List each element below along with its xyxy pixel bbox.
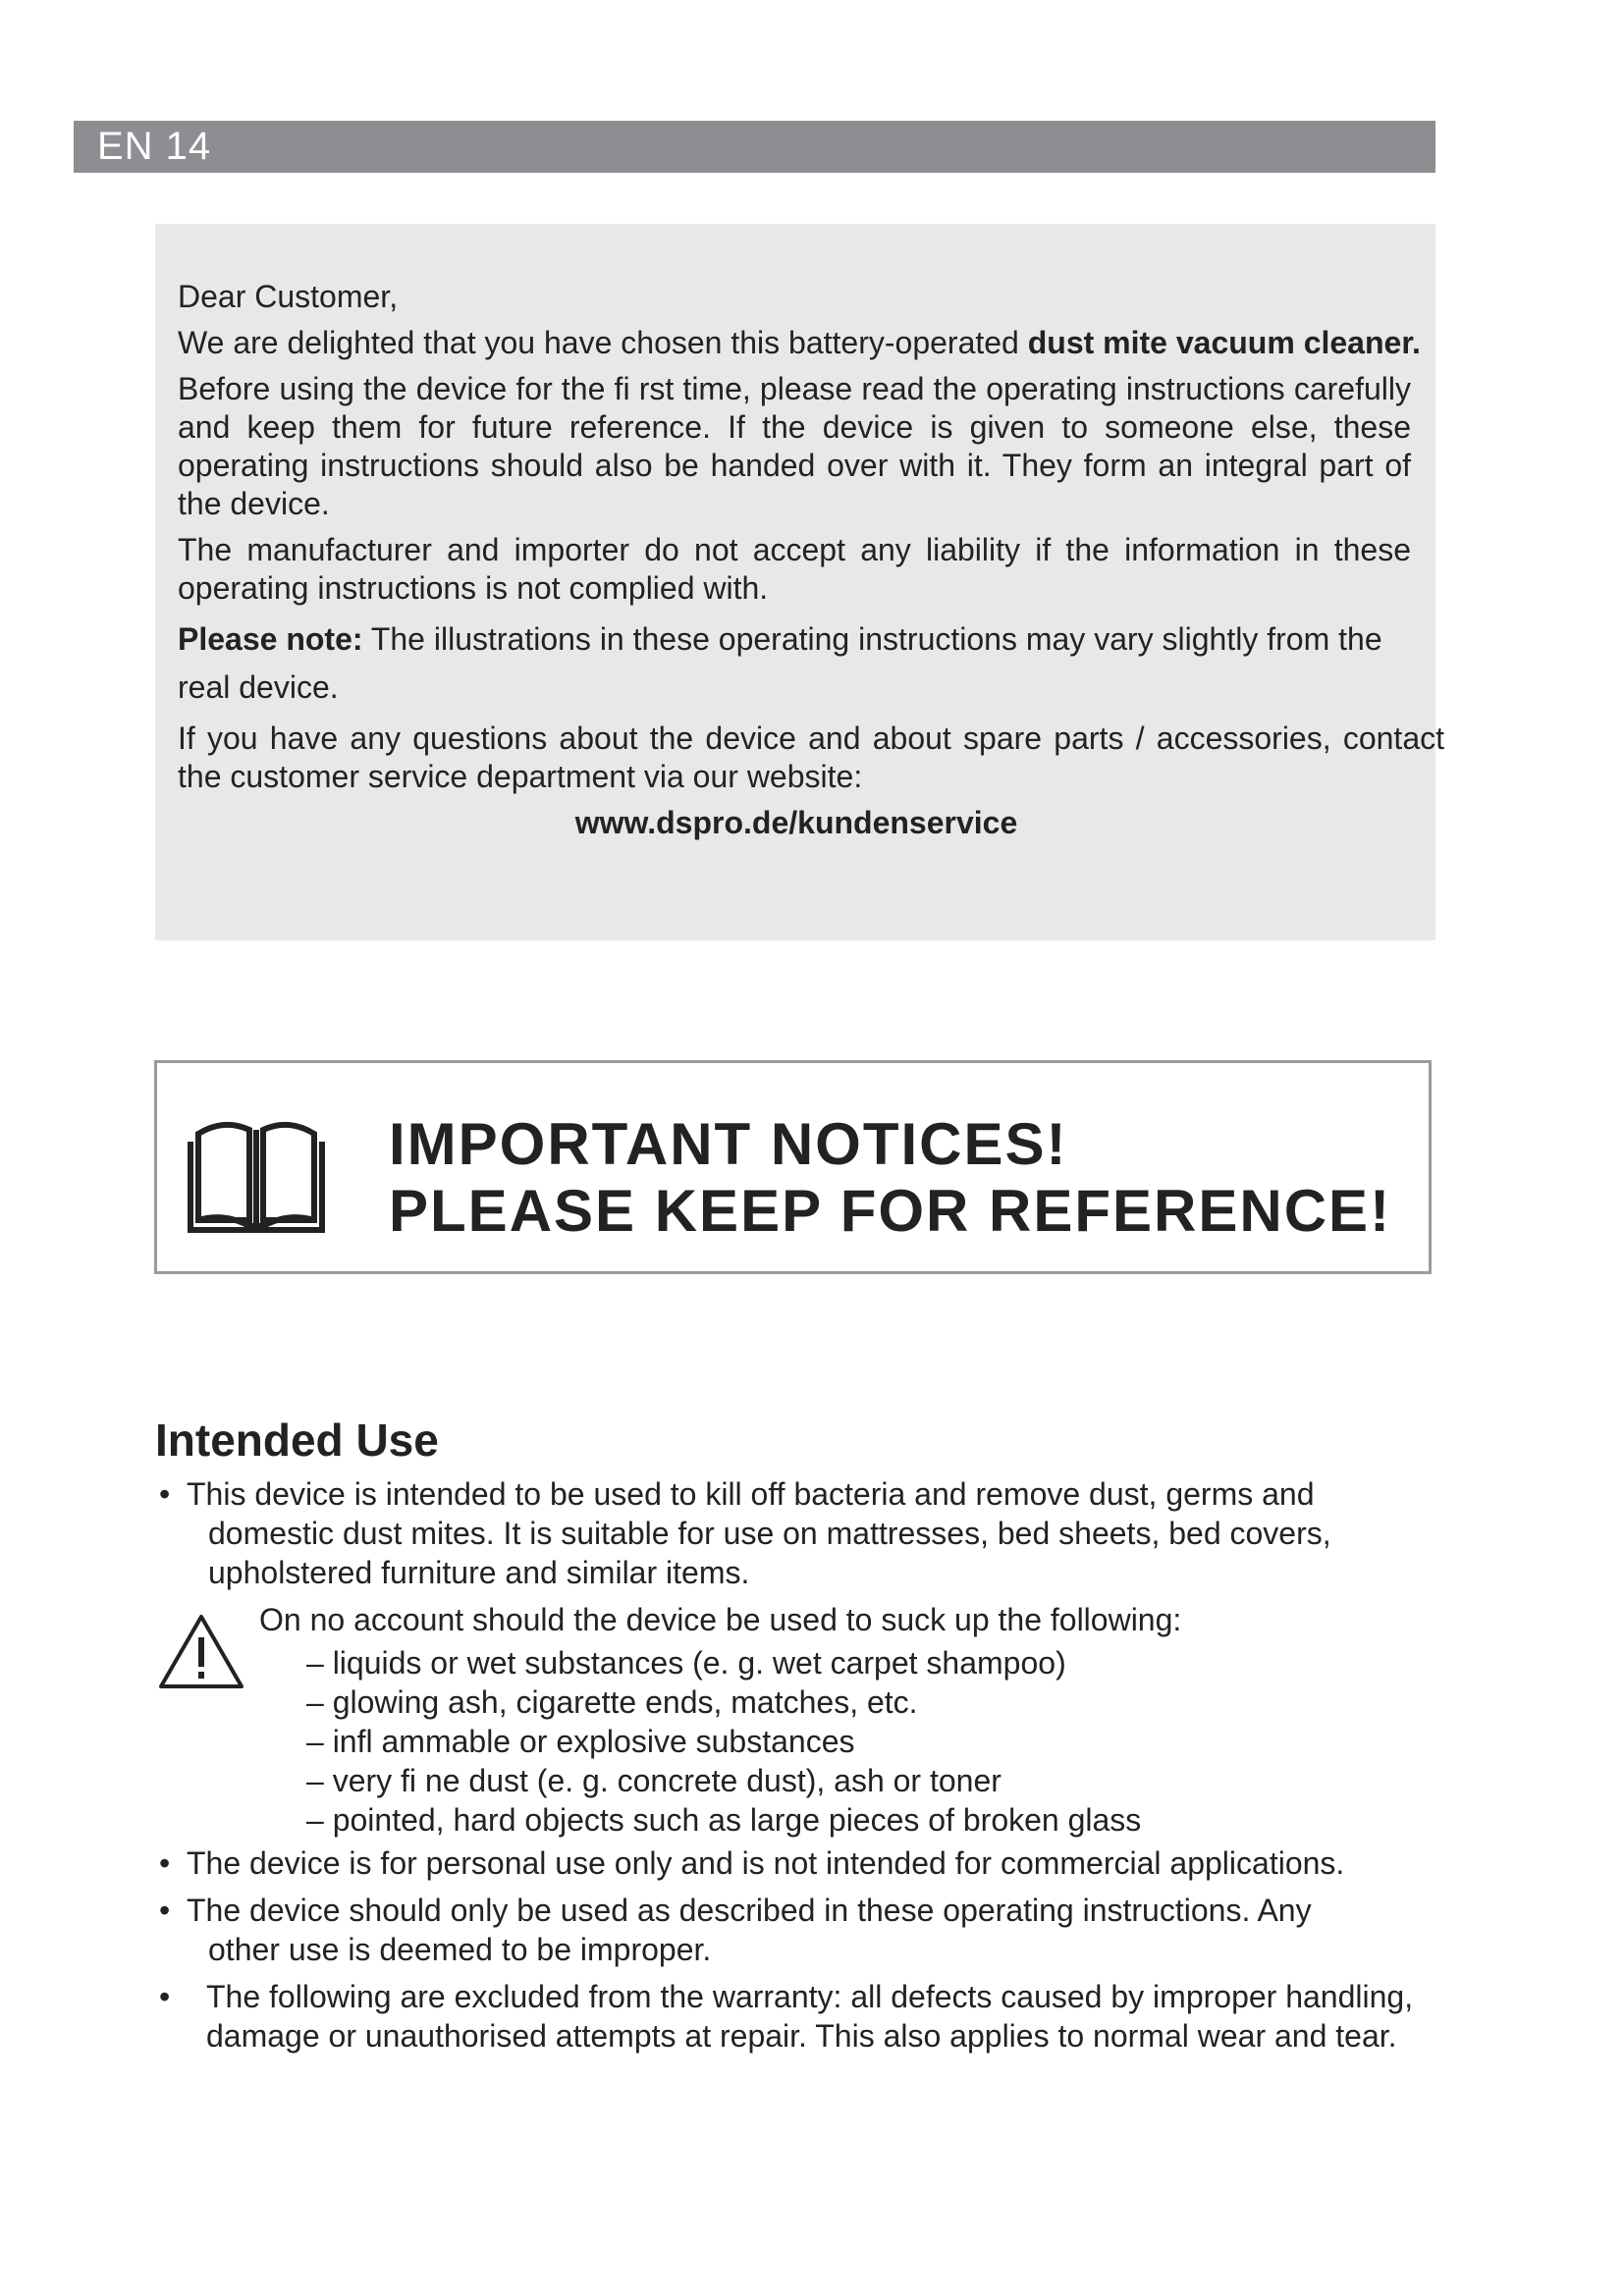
note-paragraph — [178, 615, 1411, 712]
bullet-4-line-1: The following are excluded from the warranty: all defects caused by improper handling, — [206, 1979, 1414, 2014]
list-item — [157, 1474, 1453, 1592]
note-text: The illustrations in these operating instructions may vary slightly from the real device. — [178, 621, 1382, 705]
bullet-char: • — [159, 1845, 171, 1881]
product-name: dust mite vacuum cleaner. — [1027, 325, 1421, 360]
intro-p1-text: We are delighted that you have chosen this battery-operated — [178, 325, 1019, 360]
important-notice-box — [154, 1060, 1432, 1274]
warning-items — [306, 1643, 1141, 1840]
warning-block — [157, 1600, 1453, 1836]
bullet-4-rest: damage or unauthorised attempts at repair. This also applies to normal wear and tear. — [206, 2018, 1397, 2054]
bullet-1-line-1: This device is intended to be used to kill off bacteria and remove dust, germs and — [187, 1476, 1315, 1512]
list-item: – pointed, hard objects such as large pieces of broken glass — [306, 1802, 1142, 1838]
list-item — [157, 1843, 1453, 1883]
list-item — [157, 1977, 1453, 2056]
warning-triangle-icon — [157, 1612, 245, 1690]
page-header-bar — [74, 121, 1435, 173]
notice-title — [389, 1111, 1391, 1245]
intro-paragraph-2: Before using the device for the fi rst time, please read the operating instructions carefully and keep them for future reference. If the device is given to someone else, these operating instructions should also be handed over with it. They form an integral part of the device. — [178, 371, 1411, 521]
list-item: – liquids or wet substances (e. g. wet carpet shampoo) — [306, 1645, 1066, 1681]
note-label: Please note: — [178, 621, 363, 657]
bullet-char: • — [159, 1476, 171, 1512]
intro-box — [155, 224, 1444, 940]
page-number-label: EN 14 — [97, 125, 212, 168]
greeting: Dear Customer, — [178, 279, 399, 314]
bullet-char: • — [159, 1979, 171, 2014]
notice-line-1: IMPORTANT NOTICES! — [389, 1111, 1068, 1177]
intro-paragraph-5: If you have any questions about the device and about spare parts / accessories, contact the customer service department via our website: — [178, 721, 1444, 794]
book-icon — [179, 1110, 334, 1238]
website-link[interactable]: www.dspro.de/kundenservice — [574, 805, 1018, 840]
bullet-3-line-1: The device should only be used as described in these operating instructions. Any — [187, 1893, 1312, 1928]
list-item: – infl ammable or explosive substances — [306, 1724, 855, 1759]
intro-paragraph-3: The manufacturer and importer do not accept any liability if the information in these operating instructions is not complied with. — [178, 532, 1411, 606]
intro-paragraph-1 — [178, 324, 1454, 362]
list-item: – very fi ne dust (e. g. concrete dust), ash or toner — [306, 1763, 1001, 1798]
intro-text — [178, 278, 1454, 850]
section-title-intended-use: Intended Use — [155, 1415, 439, 1466]
notice-line-2: PLEASE KEEP FOR REFERENCE! — [389, 1178, 1392, 1244]
list-item: – glowing ash, cigarette ends, matches, etc. — [306, 1684, 918, 1720]
bullet-char: • — [159, 1893, 171, 1928]
bullet-2-text: The device is for personal use only and is not intended for commercial applications. — [187, 1845, 1345, 1881]
bullet-1-rest: domestic dust mites. It is suitable for use on mattresses, bed sheets, bed covers, upholstered furniture and similar items. — [208, 1516, 1331, 1590]
warning-intro: On no account should the device be used to suck up the following: — [259, 1602, 1182, 1637]
intended-use-list — [157, 1474, 1453, 2056]
bullet-3-rest: other use is deemed to be improper. — [208, 1932, 712, 1967]
list-item — [157, 1891, 1453, 1969]
